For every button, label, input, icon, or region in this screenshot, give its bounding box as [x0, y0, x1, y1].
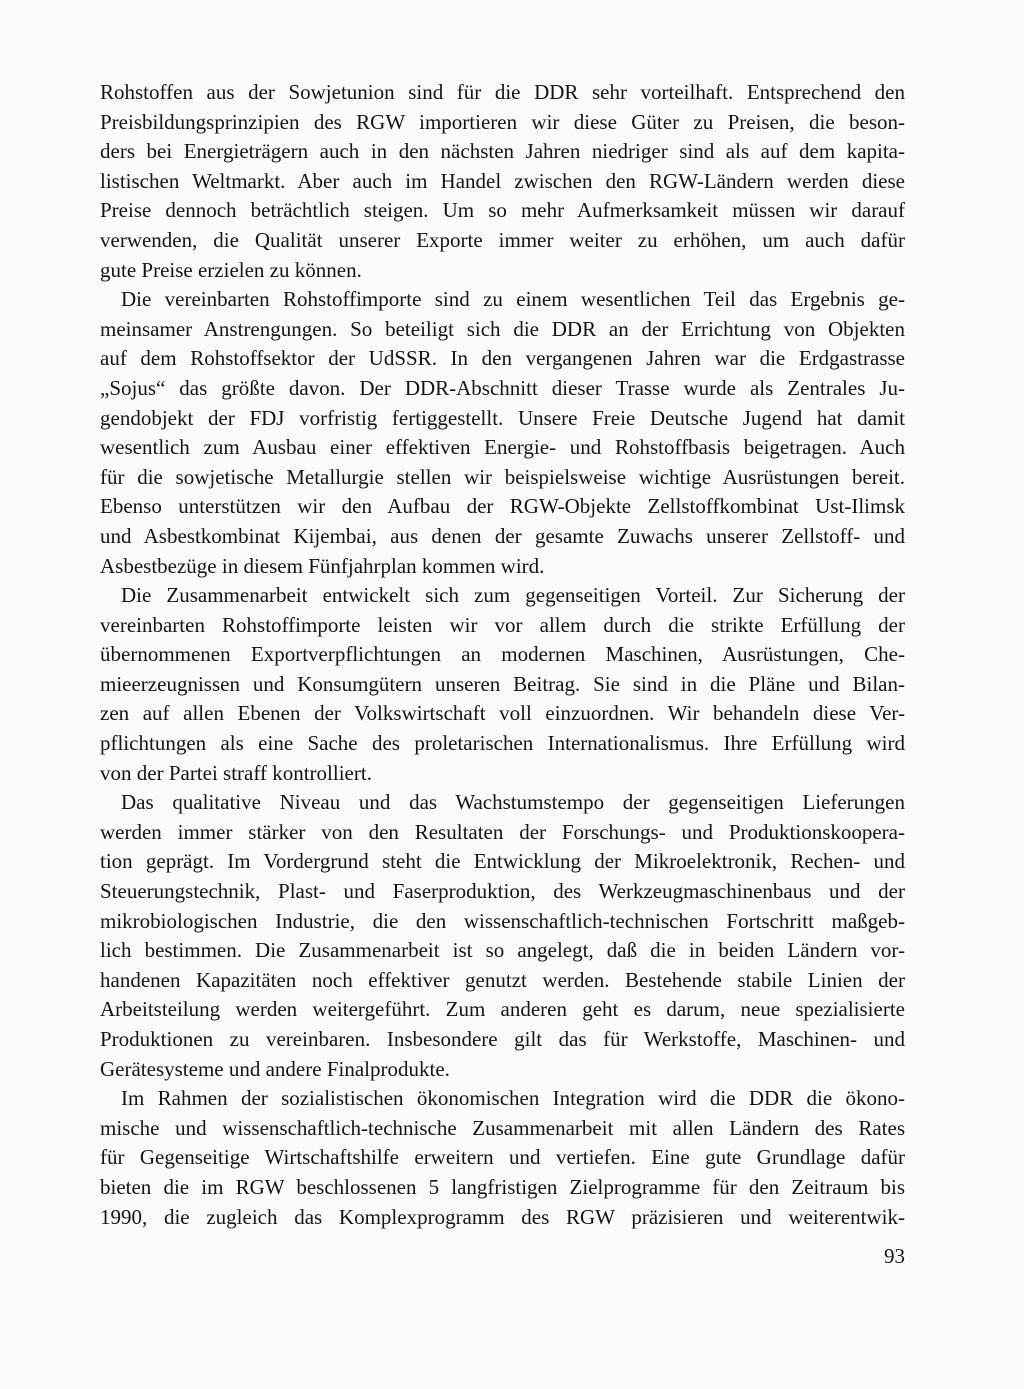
page-number: 93: [884, 1244, 905, 1268]
text-line: „Sojus“ das größte davon. Der DDR-Abschnitt dieser Trasse wurde als Zentrales Ju-: [100, 375, 905, 400]
text-line: Das qualitative Niveau und das Wachstumstempo der gegenseitigen Lieferungen: [121, 790, 905, 815]
text-line: listischen Weltmarkt. Aber auch im Handel zwischen den RGW-Ländern werden diese: [100, 168, 905, 193]
text-line: handenen Kapazitäten noch effektiver genutzt werden. Bestehende stabile Linien der: [100, 967, 905, 992]
text-line: gute Preise erzielen zu können.: [100, 257, 362, 282]
text-line: bieten die im RGW beschlossenen 5 langfristigen Zielprogramme für den Zeitraum bis: [100, 1174, 905, 1199]
text-line: Rohstoffen aus der Sowjetunion sind für die DDR sehr vorteilhaft. Entsprechend den: [100, 80, 905, 104]
text-line: Die Zusammenarbeit entwickelt sich zum gegenseitigen Vorteil. Zur Sicherung der: [121, 583, 905, 608]
text-line: werden immer stärker von den Resultaten der Forschungs- und Produktionskoopera-: [100, 819, 905, 844]
text-line: übernommenen Exportverpflichtungen an modernen Maschinen, Ausrüstungen, Che-: [100, 642, 905, 667]
text-line: wesentlich zum Ausbau einer effektiven Energie- und Rohstoffbasis beigetragen. Auch: [100, 435, 905, 460]
text-line: mieerzeugnissen und Konsumgütern unseren Beitrag. Sie sind in die Pläne und Bilan-: [100, 671, 905, 696]
text-line: Asbestbezüge in diesem Fünfjahrplan kommen wird.: [100, 553, 545, 578]
text-line: Im Rahmen der sozialistischen ökonomischen Integration wird die DDR die ökono-: [121, 1086, 905, 1111]
text-line: verwenden, die Qualität unserer Exporte immer weiter zu erhöhen, um auch dafür: [100, 227, 905, 252]
text-line: tion geprägt. Im Vordergrund steht die Entwicklung der Mikroelektronik, Rechen- und: [100, 849, 905, 874]
text-line: Preise dennoch beträchtlich steigen. Um so mehr Aufmerksamkeit müssen wir darauf: [100, 198, 905, 223]
text-line: Ebenso unterstützen wir den Aufbau der RGW-Objekte Zellstoffkombinat Ust-Ilimsk: [100, 494, 905, 519]
text-line: lich bestimmen. Die Zusammenarbeit ist so angelegt, daß die in beiden Ländern vor-: [100, 938, 905, 963]
text-line: 1990, die zugleich das Komplexprogramm des RGW präzisieren und weiterentwik-: [100, 1204, 905, 1229]
text-line: von der Partei straff kontrolliert.: [100, 760, 372, 785]
text-line: meinsamer Anstrengungen. So beteiligt sich die DDR an der Errichtung von Objekten: [100, 316, 905, 341]
text-line: Gerätesysteme und andere Finalprodukte.: [100, 1056, 450, 1081]
text-line: auf dem Rohstoffsektor der UdSSR. In den vergangenen Jahren war die Erdgastrasse: [100, 346, 905, 371]
text-line: für Gegenseitige Wirtschaftshilfe erweitern und vertiefen. Eine gute Grundlage dafür: [100, 1145, 905, 1170]
text-line: und Asbestkombinat Kijembai, aus denen der gesamte Zuwachs unserer Zellstoff- und: [100, 523, 905, 548]
text-line: mische und wissenschaftlich-technische Zusammenarbeit mit allen Ländern des Rates: [100, 1115, 905, 1140]
text-line: für die sowjetische Metallurgie stellen wir beispielsweise wichtige Ausrüstungen bereit.: [100, 464, 905, 489]
text-line: ders bei Energieträgern auch in den nächsten Jahren niedriger sind als auf dem kapita-: [100, 139, 905, 164]
text-line: Die vereinbarten Rohstoffimporte sind zu einem wesentlichen Teil das Ergebnis ge-: [121, 287, 905, 312]
text-line: mikrobiologischen Industrie, die den wissenschaftlich-technischen Fortschritt maßgeb-: [100, 908, 905, 933]
text-line: Produktionen zu vereinbaren. Insbesondere gilt das für Werkstoffe, Maschinen- und: [100, 1027, 905, 1051]
text-line: Steuerungstechnik, Plast- und Faserproduktion, des Werkzeugmaschinenbaus und der: [100, 879, 905, 904]
text-line: Arbeitsteilung werden weitergeführt. Zum anderen geht es darum, neue spezialisierte: [100, 997, 905, 1022]
text-line: Preisbildungsprinzipien des RGW importieren wir diese Güter zu Preisen, die beson-: [100, 109, 905, 134]
text-line: gendobjekt der FDJ vorfristig fertiggestellt. Unsere Freie Deutsche Jugend hat damit: [100, 405, 905, 430]
text-line: zen auf allen Ebenen der Volkswirtschaft voll einzuordnen. Wir behandeln diese Ver-: [100, 701, 905, 726]
body-text: [100, 78, 905, 1232]
text-line: vereinbarten Rohstoffimporte leisten wir vor allem durch die strikte Erfüllung der: [100, 612, 905, 637]
text-line: pflichtungen als eine Sache des proletarischen Internationalismus. Ihre Erfüllung wird: [100, 731, 905, 756]
